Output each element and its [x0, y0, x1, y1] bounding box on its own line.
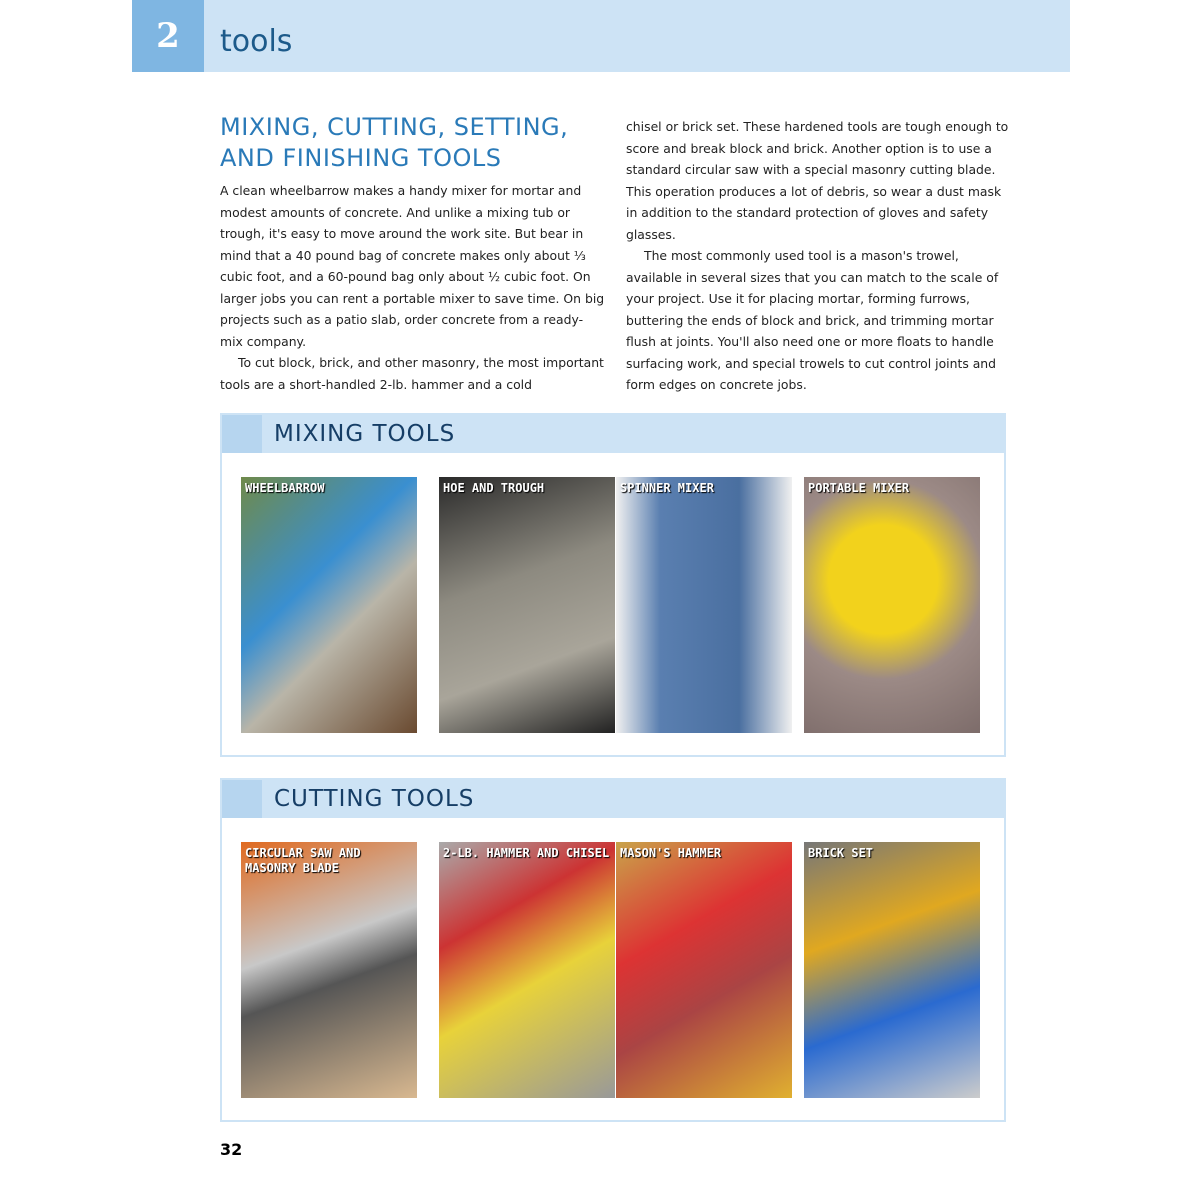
photo-spinner-mixer: [616, 477, 792, 733]
photo-label: BRICK SET: [808, 846, 874, 860]
photo-label: WHEELBARROW: [245, 481, 325, 495]
body-column-right: [626, 116, 1011, 396]
photo-label: MASON'S HAMMER: [620, 846, 722, 860]
paragraph: The most commonly used tool is a mason's trowel, available in several sizes that you can match to the scale of your project. Use it for placing mortar, forming furrows, buttering the ends of block and brick, and trimming mortar flush at joints. You'll also need one or more floats to handle surfacing work, and special trowels to cut control joints and form edges on concrete jobs.: [626, 248, 999, 392]
photo-brick-set: [804, 842, 980, 1098]
panel-title: MIXING TOOLS: [274, 421, 456, 447]
photo-label: CIRCULAR SAW AND MASONRY BLADE: [245, 846, 361, 875]
paragraph: chisel or brick set. These hardened tools are tough enough to score and break block and brick. Another option is to use a standard circular saw with a special masonry cutting blade. This operation produces a lot of debris, so wear a dust mask in addition to the standard protection of gloves and safety glasses.: [626, 119, 1009, 242]
photo-label: SPINNER MIXER: [620, 481, 714, 495]
section-title-line2: AND FINISHING TOOLS: [220, 144, 502, 172]
panel-title: CUTTING TOOLS: [274, 786, 475, 812]
section-title: [220, 112, 568, 174]
photo-wheelbarrow: [241, 477, 417, 733]
chapter-header: [132, 0, 1070, 72]
mixing-tools-panel: [220, 413, 1006, 757]
paragraph: To cut block, brick, and other masonry, the most important tools are a short-handled 2-lb. hammer and a cold: [220, 355, 604, 392]
page-number: 32: [220, 1140, 243, 1159]
paragraph: A clean wheelbarrow makes a handy mixer for mortar and modest amounts of concrete. And unlike a mixing tub or trough, it's easy to move around the work site. But bear in mind that a 40 pound bag of concrete makes only about ⅓ cubic foot, and a 60-pound bag only about ½ cubic foot. On larger jobs you can rent a portable mixer to save time. On big projects such as a patio slab, order concrete from a ready-mix company.: [220, 183, 605, 349]
photo-circular-saw: [241, 842, 417, 1098]
chapter-number: 2: [132, 0, 204, 72]
body-column-left: [220, 180, 605, 395]
chapter-title: tools: [220, 24, 293, 59]
photo-portable-mixer: [804, 477, 980, 733]
photo-masons-hammer: [616, 842, 792, 1098]
photo-hoe-and-trough: [439, 477, 615, 733]
section-title-line1: MIXING, CUTTING, SETTING,: [220, 113, 569, 141]
photo-label: HOE AND TROUGH: [443, 481, 545, 495]
photo-label: 2-LB. HAMMER AND CHISEL: [443, 846, 610, 860]
cutting-tools-panel: [220, 778, 1006, 1122]
photo-hammer-and-chisel: [439, 842, 615, 1098]
photo-label: PORTABLE MIXER: [808, 481, 910, 495]
